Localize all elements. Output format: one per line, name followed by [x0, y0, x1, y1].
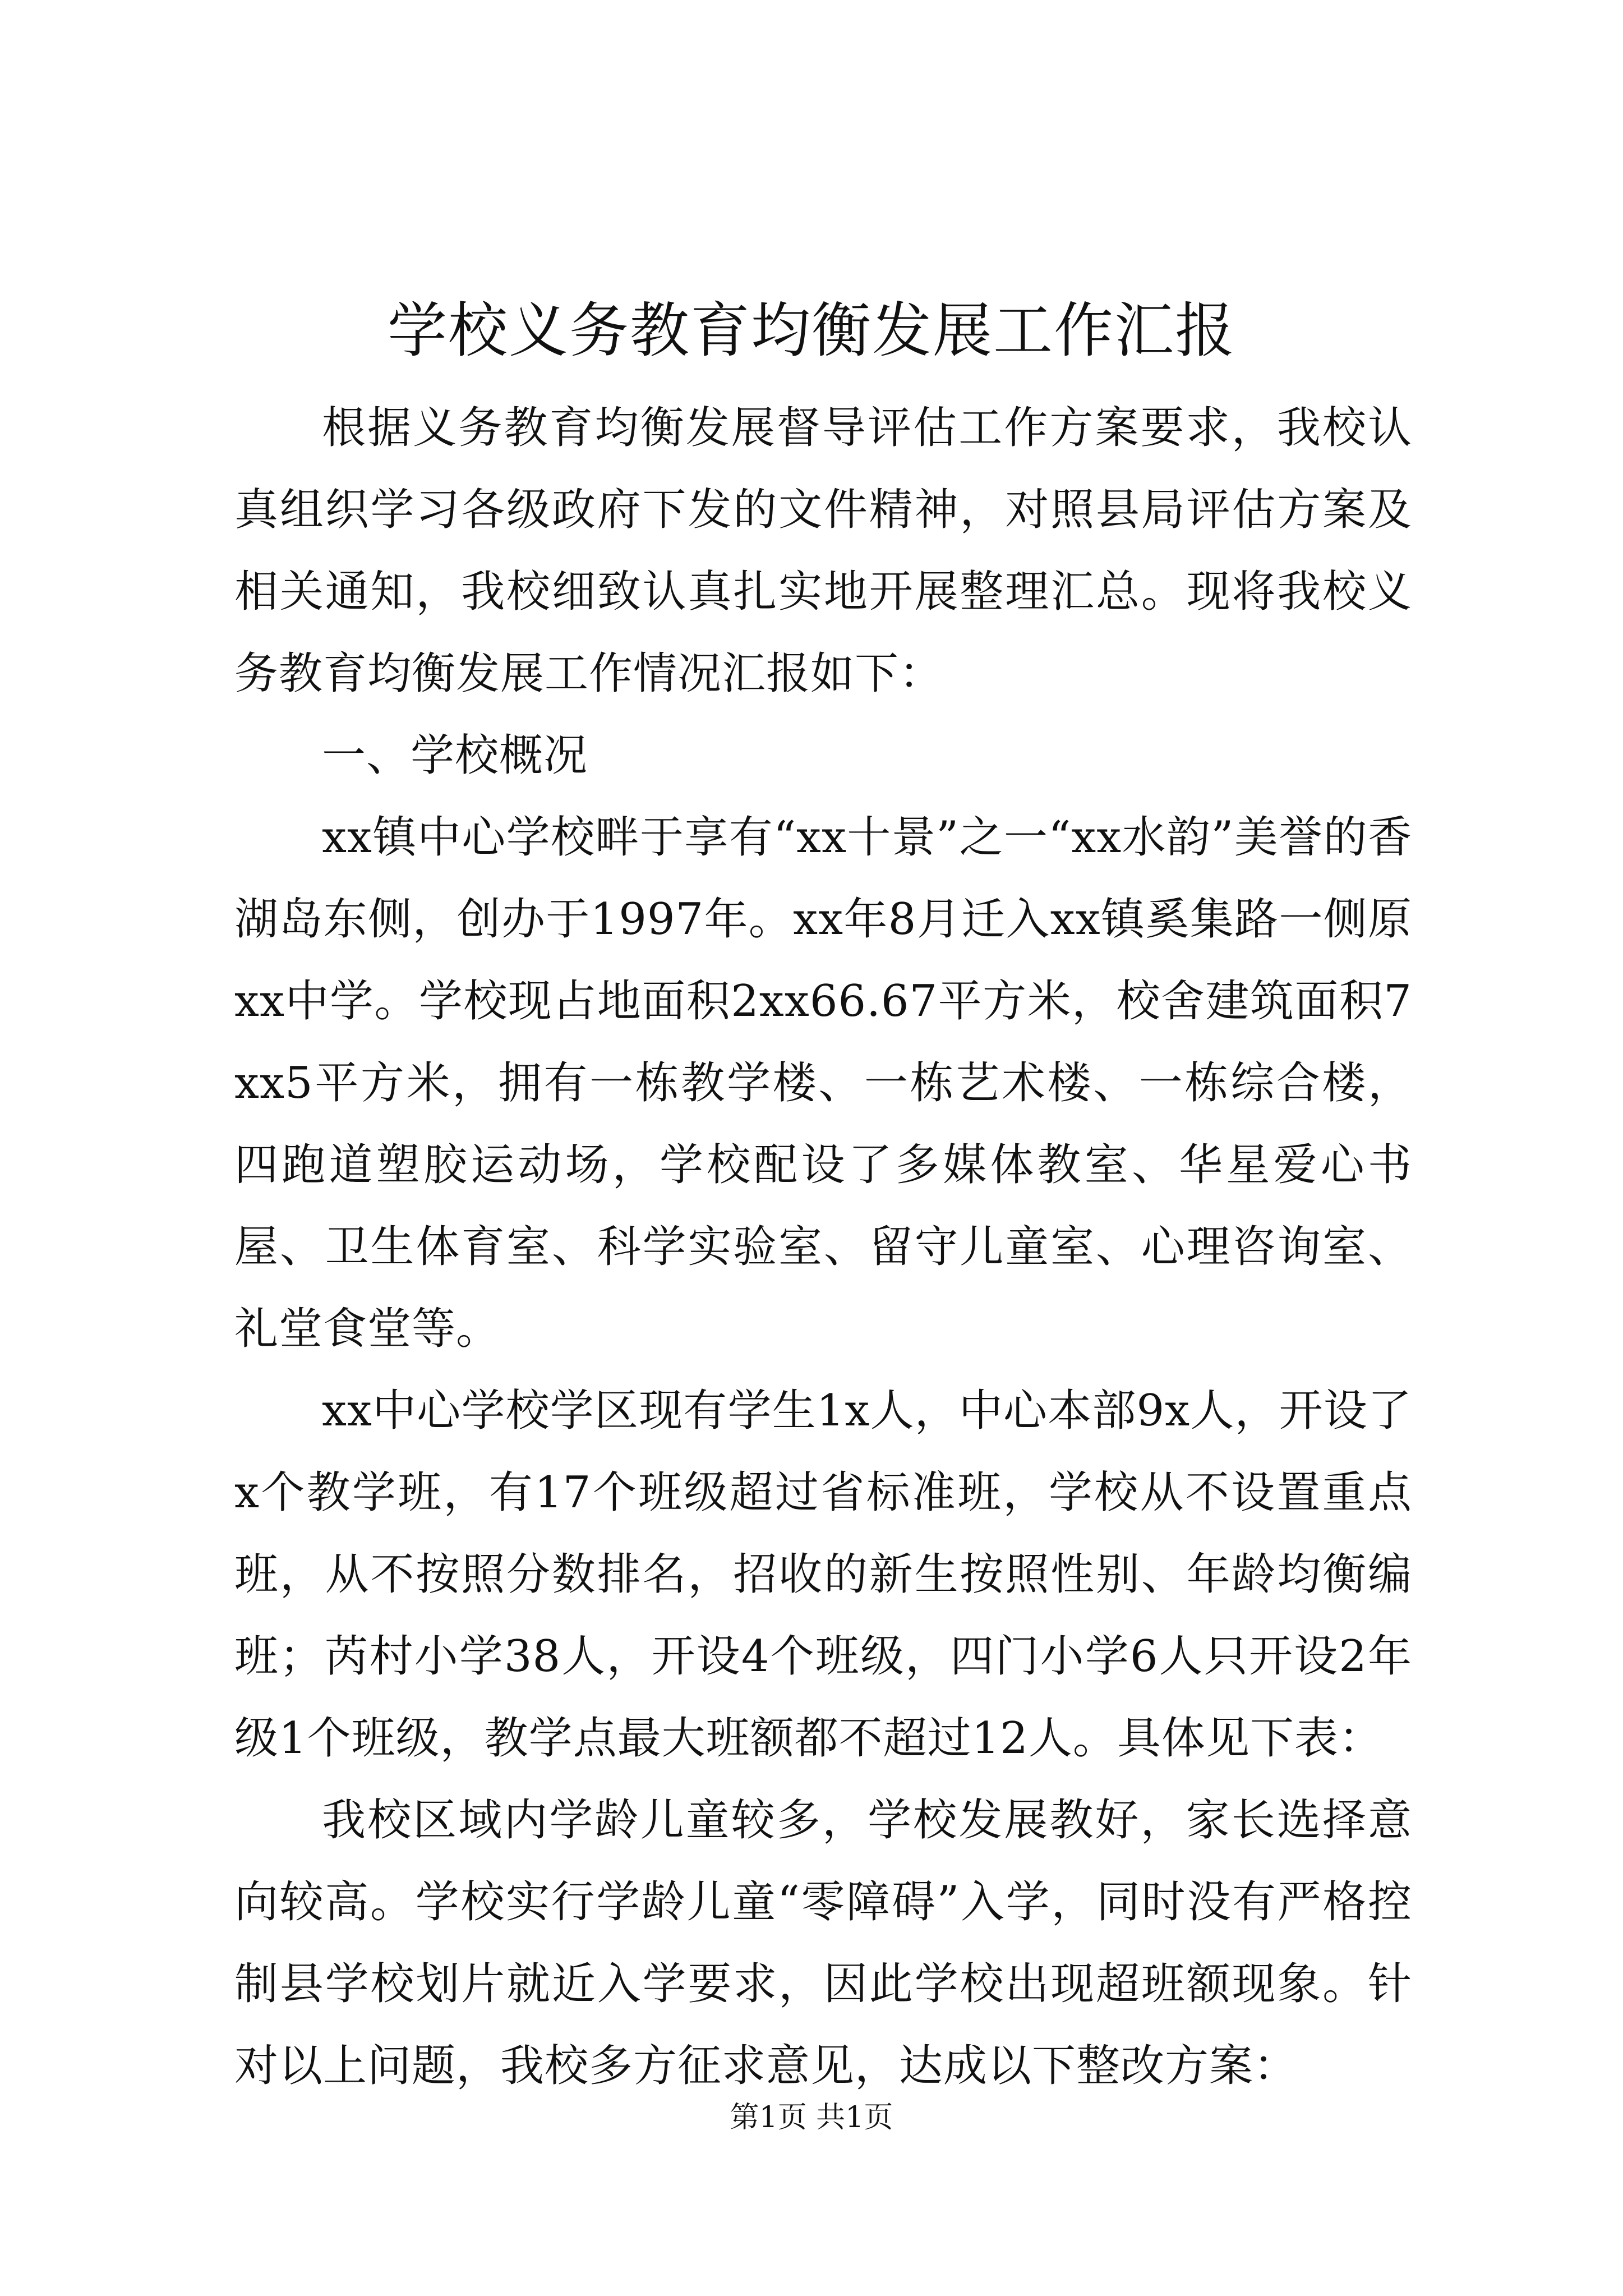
paragraph-school-location: xx镇中心学校畔于享有“xx十景”之一“xx水韵”美誉的香湖岛东侧，创办于1997年。xx年8月迁入xx镇奚集路一侧原xx中学。学校现占地面积2xx66.67平方米，校舍建筑面积7xx5平方米，拥有一栋教学楼、一栋艺术楼、一栋综合楼，四跑道塑胶运动场，学校配设了多媒体教室、华星爱心书屋、卫生体育室、科学实验室、留守儿童室、心理咨询室、礼堂食堂等。	[234, 812, 1412, 1354]
document-title: 学校义务教育均衡发展工作汇报	[388, 296, 1235, 365]
section-heading-overview: 一、学校概况	[322, 730, 588, 781]
document-body	[234, 387, 1412, 2107]
paragraph-student-stats: xx中心学校学区现有学生1x人，中心本部9x人，开设了x个教学班，有17个班级超过省标准班，学校从不设置重点班，从不按照分数排名，招收的新生按照性别、年龄均衡编班；芮村小学38人，开设4个班级，四门小学6人只开设2年级1个班级，教学点最大班额都不超过12人。具体见下表：	[234, 1386, 1412, 1764]
paragraph-intro: 根据义务教育均衡发展督导评估工作方案要求，我校认真组织学习各级政府下发的文件精神，对照县局评估方案及相关通知，我校细致认真扎实地开展整理汇总。现将我校义务教育均衡发展工作情况汇报如下：	[234, 403, 1412, 699]
paragraph-rectification: 我校区域内学龄儿童较多，学校发展教好，家长选择意向较高。学校实行学龄儿童“零障碍”入学，同时没有严格控制县学校划片就近入学要求，因此学校出现超班额现象。针对以上问题，我校多方征求意见，达成以下整改方案：	[234, 1795, 1412, 2091]
page-footer: 第1页 共1页	[730, 2101, 893, 2134]
